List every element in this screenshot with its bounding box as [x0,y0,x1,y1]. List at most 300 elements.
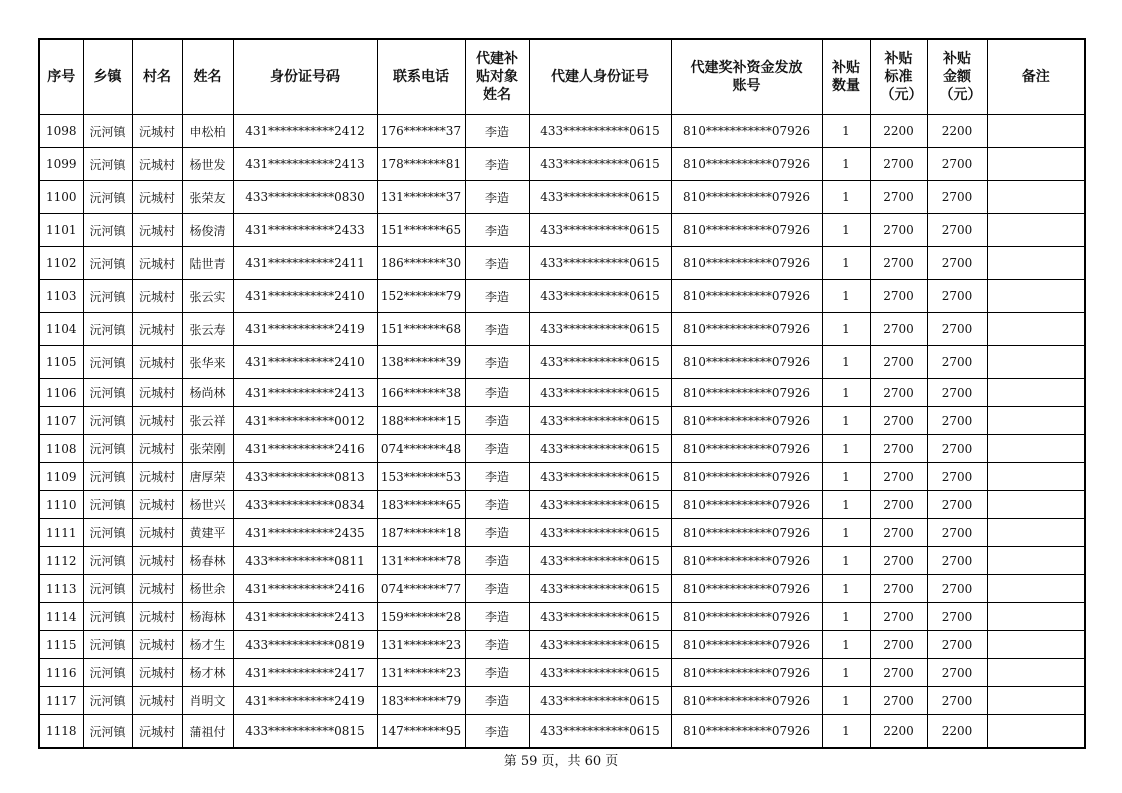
row-proxy-id: 433***********0615 [529,313,671,346]
row-seq: 1100 [39,181,83,214]
row-village: 沅城村 [132,407,182,435]
row-remarks [987,115,1085,148]
row-amount: 2700 [927,519,987,547]
row-proxy-id: 433***********0615 [529,463,671,491]
row-town: 沅河镇 [83,435,132,463]
row-proxy-id: 433***********0615 [529,575,671,603]
row-name: 杨世兴 [182,491,233,519]
row-seq: 1103 [39,280,83,313]
row-name: 肖明文 [182,687,233,715]
row-phone: 178*******81 [377,148,465,181]
row-standard: 2700 [870,631,927,659]
table-row [39,435,1085,463]
row-proxy-name: 李造 [465,491,529,519]
row-amount: 2700 [927,575,987,603]
header-name: 姓名 [182,39,233,115]
row-account: 810***********07926 [671,659,822,687]
row-town: 沅河镇 [83,547,132,575]
row-amount: 2700 [927,407,987,435]
row-amount: 2700 [927,346,987,379]
row-amount: 2700 [927,603,987,631]
header-remarks: 备注 [987,39,1085,115]
row-id-number: 433***********0830 [233,181,377,214]
row-id-number: 433***********0815 [233,715,377,749]
row-name: 杨春林 [182,547,233,575]
row-amount: 2700 [927,313,987,346]
row-standard: 2200 [870,115,927,148]
row-phone: 074*******48 [377,435,465,463]
row-remarks [987,659,1085,687]
row-amount: 2700 [927,379,987,407]
row-standard: 2700 [870,659,927,687]
row-proxy-name: 李造 [465,379,529,407]
row-proxy-name: 李造 [465,214,529,247]
row-remarks [987,214,1085,247]
row-standard: 2700 [870,181,927,214]
row-remarks [987,687,1085,715]
row-town: 沅河镇 [83,715,132,749]
row-phone: 147*******95 [377,715,465,749]
row-proxy-id: 433***********0615 [529,115,671,148]
row-name: 杨世余 [182,575,233,603]
row-quantity: 1 [822,715,870,749]
row-standard: 2200 [870,715,927,749]
row-proxy-id: 433***********0615 [529,435,671,463]
table-row [39,687,1085,715]
row-proxy-id: 433***********0615 [529,491,671,519]
row-phone: 183*******79 [377,687,465,715]
row-phone: 138*******39 [377,346,465,379]
row-name: 杨尚林 [182,379,233,407]
row-name: 杨海林 [182,603,233,631]
row-proxy-name: 李造 [465,547,529,575]
row-village: 沅城村 [132,435,182,463]
row-id-number: 431***********2419 [233,687,377,715]
row-town: 沅河镇 [83,603,132,631]
row-seq: 1106 [39,379,83,407]
header-amount: 补贴金额（元） [927,39,987,115]
row-village: 沅城村 [132,687,182,715]
row-name: 杨世发 [182,148,233,181]
row-id-number: 431***********2410 [233,346,377,379]
row-id-number: 433***********0834 [233,491,377,519]
table-row [39,247,1085,280]
row-standard: 2700 [870,519,927,547]
row-quantity: 1 [822,115,870,148]
row-seq: 1115 [39,631,83,659]
row-quantity: 1 [822,181,870,214]
row-quantity: 1 [822,280,870,313]
row-proxy-name: 李造 [465,687,529,715]
row-town: 沅河镇 [83,313,132,346]
row-phone: 074*******77 [377,575,465,603]
row-account: 810***********07926 [671,148,822,181]
table-body [39,115,1085,749]
row-proxy-name: 李造 [465,346,529,379]
row-amount: 2700 [927,181,987,214]
row-village: 沅城村 [132,181,182,214]
row-remarks [987,148,1085,181]
row-remarks [987,463,1085,491]
row-proxy-name: 李造 [465,715,529,749]
row-standard: 2700 [870,313,927,346]
row-amount: 2700 [927,547,987,575]
row-id-number: 431***********2412 [233,115,377,148]
row-id-number: 431***********2413 [233,603,377,631]
row-proxy-id: 433***********0615 [529,687,671,715]
row-town: 沅河镇 [83,631,132,659]
row-town: 沅河镇 [83,407,132,435]
row-name: 杨才林 [182,659,233,687]
row-quantity: 1 [822,547,870,575]
row-phone: 131*******37 [377,181,465,214]
table-row [39,519,1085,547]
row-standard: 2700 [870,575,927,603]
row-account: 810***********07926 [671,575,822,603]
row-seq: 1118 [39,715,83,749]
row-remarks [987,379,1085,407]
row-amount: 2700 [927,435,987,463]
table-row [39,346,1085,379]
row-remarks [987,575,1085,603]
row-proxy-name: 李造 [465,313,529,346]
row-standard: 2700 [870,687,927,715]
table-row [39,659,1085,687]
table-row [39,631,1085,659]
row-remarks [987,519,1085,547]
header-row [39,39,1085,115]
row-quantity: 1 [822,379,870,407]
row-name: 张华来 [182,346,233,379]
subsidy-table [38,38,1086,749]
header-account: 代建奖补资金发放账号 [671,39,822,115]
row-proxy-id: 433***********0615 [529,148,671,181]
table-row [39,491,1085,519]
row-quantity: 1 [822,346,870,379]
row-quantity: 1 [822,148,870,181]
row-phone: 151*******68 [377,313,465,346]
row-name: 张荣友 [182,181,233,214]
row-town: 沅河镇 [83,519,132,547]
row-village: 沅城村 [132,280,182,313]
row-quantity: 1 [822,214,870,247]
row-standard: 2700 [870,379,927,407]
row-name: 唐厚荣 [182,463,233,491]
row-village: 沅城村 [132,379,182,407]
row-quantity: 1 [822,463,870,491]
row-phone: 188*******15 [377,407,465,435]
row-phone: 131*******78 [377,547,465,575]
row-village: 沅城村 [132,631,182,659]
row-remarks [987,715,1085,749]
row-amount: 2700 [927,491,987,519]
row-account: 810***********07926 [671,687,822,715]
row-seq: 1104 [39,313,83,346]
table-row [39,115,1085,148]
row-standard: 2700 [870,148,927,181]
table-row [39,148,1085,181]
row-village: 沅城村 [132,603,182,631]
row-amount: 2200 [927,715,987,749]
row-remarks [987,491,1085,519]
header-phone: 联系电话 [377,39,465,115]
row-village: 沅城村 [132,214,182,247]
table-row [39,547,1085,575]
row-standard: 2700 [870,346,927,379]
row-amount: 2700 [927,631,987,659]
row-phone: 187*******18 [377,519,465,547]
row-name: 申松柏 [182,115,233,148]
row-id-number: 431***********2435 [233,519,377,547]
row-remarks [987,346,1085,379]
row-id-number: 433***********0811 [233,547,377,575]
row-seq: 1105 [39,346,83,379]
row-quantity: 1 [822,491,870,519]
row-amount: 2700 [927,148,987,181]
row-amount: 2700 [927,214,987,247]
row-proxy-name: 李造 [465,407,529,435]
row-standard: 2700 [870,603,927,631]
row-proxy-id: 433***********0615 [529,280,671,313]
row-seq: 1108 [39,435,83,463]
row-id-number: 431***********2413 [233,379,377,407]
row-account: 810***********07926 [671,346,822,379]
row-town: 沅河镇 [83,214,132,247]
row-id-number: 431***********0012 [233,407,377,435]
row-proxy-name: 李造 [465,148,529,181]
row-name: 杨才生 [182,631,233,659]
row-proxy-name: 李造 [465,603,529,631]
row-village: 沅城村 [132,346,182,379]
row-village: 沅城村 [132,313,182,346]
row-account: 810***********07926 [671,463,822,491]
row-proxy-id: 433***********0615 [529,214,671,247]
row-account: 810***********07926 [671,379,822,407]
row-name: 黄建平 [182,519,233,547]
row-phone: 186*******30 [377,247,465,280]
row-remarks [987,631,1085,659]
row-standard: 2700 [870,214,927,247]
row-quantity: 1 [822,313,870,346]
row-town: 沅河镇 [83,148,132,181]
row-village: 沅城村 [132,519,182,547]
row-account: 810***********07926 [671,603,822,631]
row-seq: 1112 [39,547,83,575]
row-name: 蒲祖付 [182,715,233,749]
page-footer: 第 59 页，共 60 页 [503,754,619,769]
header-id-number: 身份证号码 [233,39,377,115]
row-standard: 2700 [870,463,927,491]
row-town: 沅河镇 [83,575,132,603]
row-quantity: 1 [822,407,870,435]
row-account: 810***********07926 [671,631,822,659]
row-standard: 2700 [870,407,927,435]
row-town: 沅河镇 [83,247,132,280]
row-proxy-id: 433***********0615 [529,181,671,214]
header-town: 乡镇 [83,39,132,115]
row-town: 沅河镇 [83,346,132,379]
row-quantity: 1 [822,603,870,631]
header-seq: 序号 [39,39,83,115]
header-proxy-name: 代建补贴对象姓名 [465,39,529,115]
row-id-number: 431***********2416 [233,435,377,463]
row-quantity: 1 [822,575,870,603]
row-town: 沅河镇 [83,463,132,491]
row-account: 810***********07926 [671,715,822,749]
row-id-number: 431***********2411 [233,247,377,280]
row-amount: 2700 [927,463,987,491]
row-account: 810***********07926 [671,280,822,313]
row-id-number: 431***********2410 [233,280,377,313]
row-remarks [987,247,1085,280]
row-proxy-name: 李造 [465,519,529,547]
row-id-number: 433***********0819 [233,631,377,659]
row-standard: 2700 [870,280,927,313]
row-name: 张荣刚 [182,435,233,463]
row-proxy-id: 433***********0615 [529,346,671,379]
row-remarks [987,280,1085,313]
row-seq: 1114 [39,603,83,631]
row-seq: 1111 [39,519,83,547]
row-quantity: 1 [822,687,870,715]
row-phone: 152*******79 [377,280,465,313]
row-proxy-name: 李造 [465,435,529,463]
row-phone: 153*******53 [377,463,465,491]
row-id-number: 431***********2417 [233,659,377,687]
header-proxy-id: 代建人身份证号 [529,39,671,115]
row-standard: 2700 [870,435,927,463]
row-id-number: 431***********2419 [233,313,377,346]
row-proxy-id: 433***********0615 [529,603,671,631]
row-account: 810***********07926 [671,407,822,435]
row-amount: 2700 [927,659,987,687]
header-quantity: 补贴数量 [822,39,870,115]
row-village: 沅城村 [132,463,182,491]
row-proxy-name: 李造 [465,181,529,214]
row-account: 810***********07926 [671,181,822,214]
table-row [39,313,1085,346]
row-id-number: 433***********0813 [233,463,377,491]
row-proxy-id: 433***********0615 [529,631,671,659]
row-phone: 131*******23 [377,659,465,687]
row-phone: 176*******37 [377,115,465,148]
row-quantity: 1 [822,659,870,687]
row-proxy-name: 李造 [465,575,529,603]
row-proxy-id: 433***********0615 [529,547,671,575]
row-proxy-name: 李造 [465,659,529,687]
row-phone: 159*******28 [377,603,465,631]
table-row [39,280,1085,313]
row-seq: 1099 [39,148,83,181]
row-village: 沅城村 [132,115,182,148]
row-proxy-name: 李造 [465,280,529,313]
row-account: 810***********07926 [671,519,822,547]
row-remarks [987,547,1085,575]
row-seq: 1116 [39,659,83,687]
row-remarks [987,313,1085,346]
row-id-number: 431***********2413 [233,148,377,181]
table-row [39,181,1085,214]
row-name: 张云实 [182,280,233,313]
row-standard: 2700 [870,491,927,519]
row-account: 810***********07926 [671,214,822,247]
row-amount: 2200 [927,115,987,148]
row-proxy-name: 李造 [465,463,529,491]
table-row [39,407,1085,435]
row-seq: 1098 [39,115,83,148]
row-proxy-id: 433***********0615 [529,379,671,407]
row-proxy-name: 李造 [465,247,529,280]
row-name: 张云祥 [182,407,233,435]
header-village: 村名 [132,39,182,115]
row-name: 陆世青 [182,247,233,280]
row-remarks [987,181,1085,214]
row-remarks [987,407,1085,435]
row-name: 杨俊清 [182,214,233,247]
row-account: 810***********07926 [671,491,822,519]
row-name: 张云寿 [182,313,233,346]
row-quantity: 1 [822,631,870,659]
row-phone: 183*******65 [377,491,465,519]
row-town: 沅河镇 [83,659,132,687]
row-standard: 2700 [870,547,927,575]
table-row [39,463,1085,491]
row-remarks [987,603,1085,631]
row-village: 沅城村 [132,491,182,519]
row-quantity: 1 [822,435,870,463]
row-seq: 1110 [39,491,83,519]
row-village: 沅城村 [132,148,182,181]
row-id-number: 431***********2433 [233,214,377,247]
row-account: 810***********07926 [671,547,822,575]
row-proxy-id: 433***********0615 [529,407,671,435]
row-account: 810***********07926 [671,247,822,280]
row-amount: 2700 [927,687,987,715]
row-town: 沅河镇 [83,280,132,313]
row-village: 沅城村 [132,659,182,687]
row-seq: 1101 [39,214,83,247]
table-row [39,575,1085,603]
row-village: 沅城村 [132,547,182,575]
row-proxy-id: 433***********0615 [529,519,671,547]
row-proxy-name: 李造 [465,115,529,148]
row-seq: 1107 [39,407,83,435]
row-id-number: 431***********2416 [233,575,377,603]
row-proxy-id: 433***********0615 [529,715,671,749]
row-town: 沅河镇 [83,687,132,715]
row-proxy-name: 李造 [465,631,529,659]
row-amount: 2700 [927,247,987,280]
row-phone: 151*******65 [377,214,465,247]
row-phone: 166*******38 [377,379,465,407]
table-row [39,214,1085,247]
header-standard: 补贴标准（元） [870,39,927,115]
row-account: 810***********07926 [671,313,822,346]
row-amount: 2700 [927,280,987,313]
row-account: 810***********07926 [671,435,822,463]
row-village: 沅城村 [132,715,182,749]
row-phone: 131*******23 [377,631,465,659]
row-standard: 2700 [870,247,927,280]
row-seq: 1117 [39,687,83,715]
row-village: 沅城村 [132,575,182,603]
row-quantity: 1 [822,519,870,547]
row-town: 沅河镇 [83,491,132,519]
row-seq: 1113 [39,575,83,603]
row-account: 810***********07926 [671,115,822,148]
row-proxy-id: 433***********0615 [529,659,671,687]
row-seq: 1102 [39,247,83,280]
